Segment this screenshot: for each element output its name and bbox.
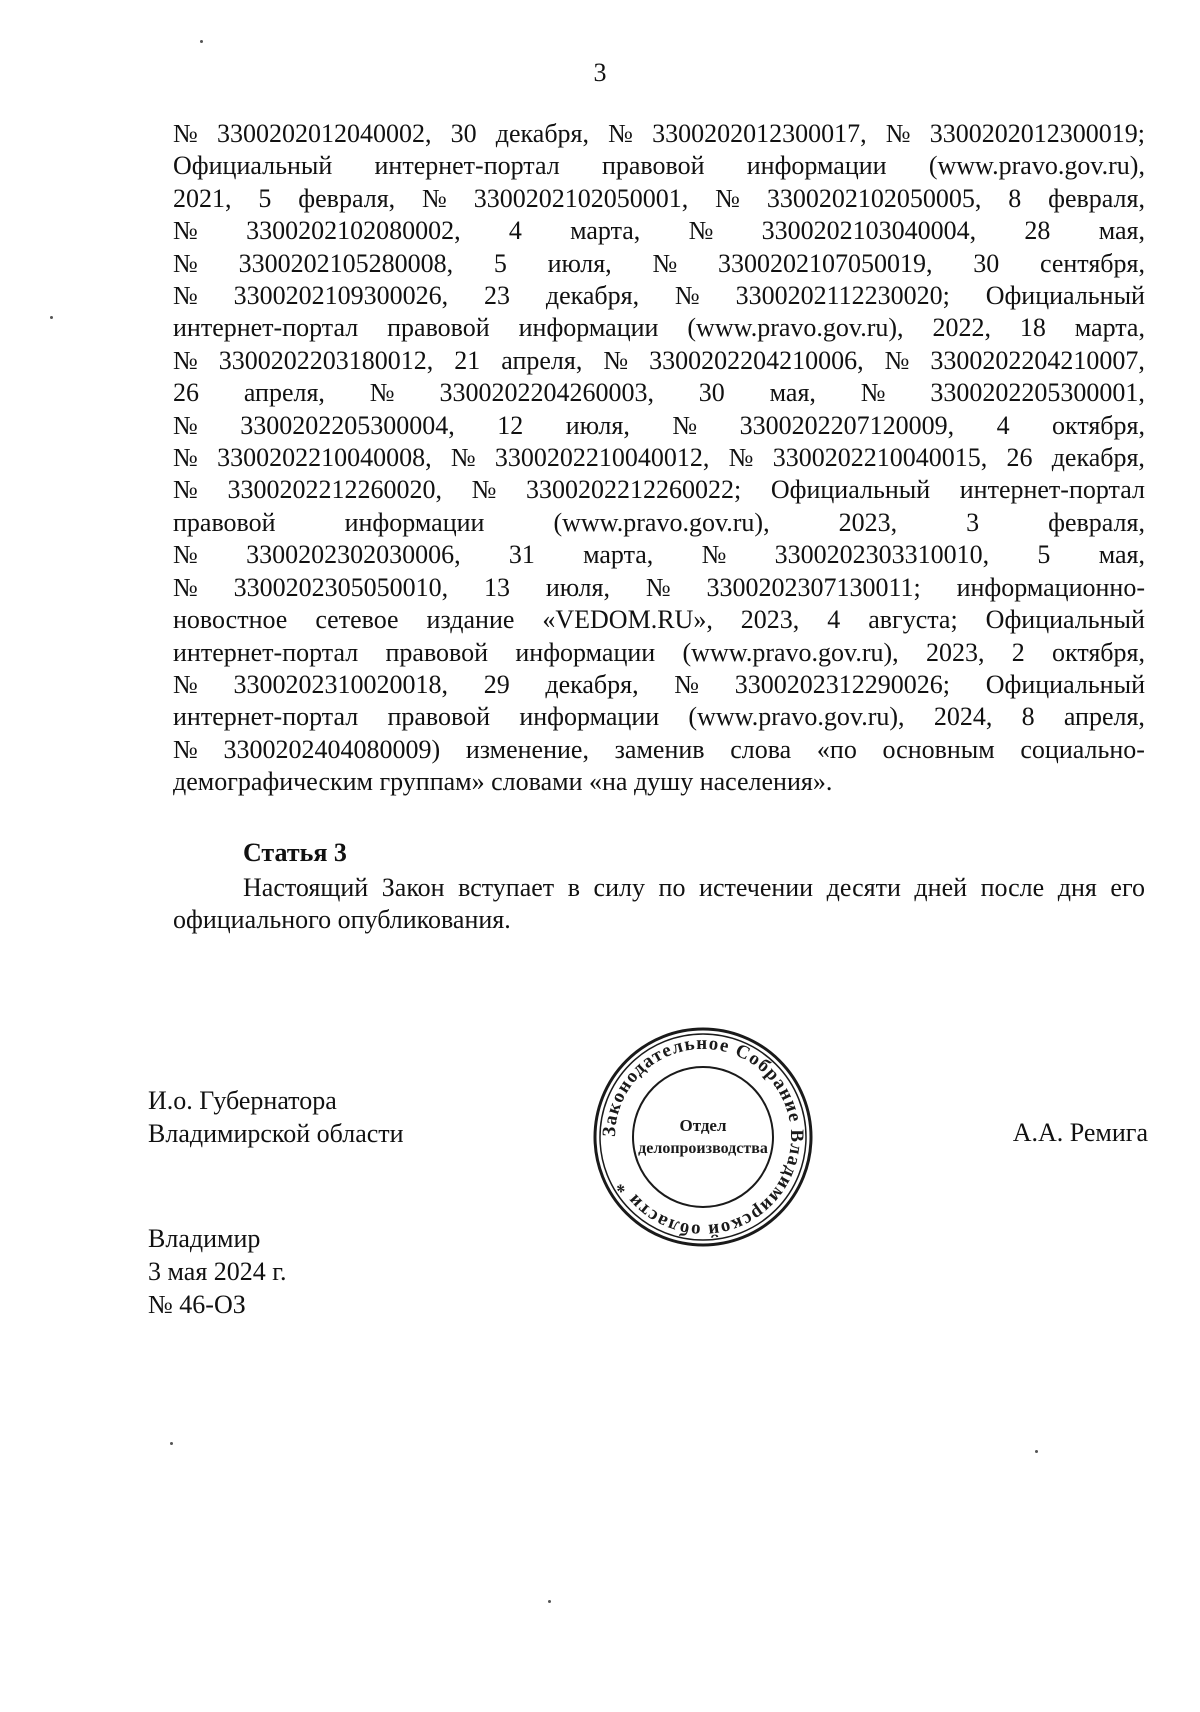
word: 3300202312290026; <box>734 669 951 699</box>
word: 4 <box>996 410 1010 440</box>
body-line <box>173 215 1145 247</box>
word: февраля, <box>298 183 396 213</box>
word: социально- <box>1020 734 1145 764</box>
scan-speck <box>1035 1450 1038 1453</box>
body-line <box>173 604 1145 636</box>
word: 3300202103040004, <box>761 216 977 246</box>
word: № <box>885 119 911 148</box>
word: правовой <box>387 702 491 732</box>
seal-center-line1: Отдел <box>679 1116 727 1135</box>
word: № <box>173 281 198 311</box>
word: информации <box>344 507 485 537</box>
word: 3300202012300019; <box>929 119 1145 148</box>
word: декабря, <box>495 119 590 148</box>
word: № <box>422 183 447 213</box>
word: информации <box>519 702 660 732</box>
word: информации <box>746 151 887 181</box>
word: 29 <box>483 669 510 699</box>
office-seal <box>590 1024 816 1250</box>
word: марта, <box>570 216 641 246</box>
word: 3300202404080009) <box>223 734 441 764</box>
signatory-position-line1: И.о. Губернатора <box>148 1086 337 1115</box>
word: № <box>608 119 633 148</box>
word: № <box>688 216 714 246</box>
word: 3300202204260003, <box>439 378 654 408</box>
word: интернет-портал <box>959 475 1145 505</box>
word: (www.pravo.gov.ru), <box>688 702 905 732</box>
word: информации <box>515 637 656 667</box>
body-line <box>173 280 1145 312</box>
word: 2023, <box>838 507 898 537</box>
word: 3300202105280008, <box>238 248 454 278</box>
word: 5 <box>1037 540 1051 570</box>
word: октября, <box>1052 637 1145 667</box>
word: 3300202210040012, <box>494 443 710 473</box>
body-line <box>173 539 1145 571</box>
word: июля, <box>565 410 630 440</box>
word: интернет-портал <box>173 702 359 732</box>
body-line <box>173 701 1145 733</box>
word: 21 <box>454 345 481 375</box>
body-line: демографическим группам» словами «на душу населения». <box>173 767 833 797</box>
word: № <box>173 410 198 440</box>
word: № <box>652 248 678 278</box>
word: правовой <box>601 151 705 181</box>
signatory-position <box>148 1084 404 1150</box>
word: 8 <box>1008 183 1022 213</box>
word: 2021, <box>173 183 232 213</box>
word: новостное <box>173 605 288 635</box>
word: 3300202307130011; <box>706 572 921 602</box>
word: мая, <box>1098 216 1145 246</box>
word: 3300202203180012, <box>218 345 434 375</box>
word: изменение, <box>465 734 589 764</box>
word: основным <box>882 734 995 764</box>
word: 3300202207120009, <box>739 410 955 440</box>
word: 3300202012040002, <box>216 119 432 148</box>
word: марта, <box>1074 313 1145 343</box>
word: 3300202102050005, <box>766 183 982 213</box>
word: № <box>884 345 910 375</box>
body-line <box>173 442 1145 474</box>
word: интернет-портал <box>374 151 560 181</box>
word: 3300202302030006, <box>246 540 461 570</box>
word: сентября, <box>1040 248 1145 278</box>
word: февраля, <box>1048 507 1145 537</box>
word: 3300202102050001, <box>473 183 689 213</box>
word: 26 <box>1006 443 1033 473</box>
word: декабря, <box>1051 443 1145 473</box>
word: № <box>173 734 198 764</box>
scan-speck <box>548 1600 551 1603</box>
word: 3300202303310010, <box>774 540 990 570</box>
word: 18 <box>1019 313 1046 343</box>
word: Официальный <box>770 475 931 505</box>
word: «по <box>816 734 857 764</box>
body-line <box>173 734 1145 766</box>
word: октября, <box>1052 410 1145 440</box>
body-line <box>173 183 1145 215</box>
word: 3300202112230020; <box>735 281 950 311</box>
scan-speck <box>200 40 203 43</box>
word: № <box>672 410 698 440</box>
word: июля, <box>547 248 612 278</box>
word: 4 <box>508 216 522 246</box>
word: февраля, <box>1048 183 1145 213</box>
word: 3300202204210006, <box>649 345 864 375</box>
word: № <box>471 475 497 505</box>
word: «VEDOM.RU», <box>542 605 713 635</box>
word: 3300202205300001, <box>930 378 1145 408</box>
word: правовой <box>385 637 489 667</box>
body-line <box>173 410 1145 442</box>
word: 5 <box>258 183 272 213</box>
body-line <box>173 637 1145 669</box>
word: мая, <box>769 378 816 408</box>
seal-inner-ring <box>633 1067 773 1207</box>
body-text <box>173 118 1145 799</box>
word: Официальный <box>173 151 333 181</box>
word: сетевое <box>315 605 399 635</box>
word: 30 <box>450 119 477 148</box>
body-line <box>173 150 1145 182</box>
word: 30 <box>698 378 725 408</box>
word: 12 <box>497 410 524 440</box>
word: № <box>173 669 198 699</box>
scan-speck <box>50 316 53 319</box>
word: 8 <box>1021 702 1035 732</box>
word: 2023, <box>925 637 985 667</box>
word: декабря, <box>545 669 639 699</box>
seal-ring-textpath: Законодательное Собрание Владимирской области * <box>598 1032 808 1242</box>
body-line <box>173 312 1145 344</box>
word: № <box>173 475 198 505</box>
word: № <box>701 540 727 570</box>
word: слова <box>730 734 792 764</box>
article-heading: Статья 3 <box>243 838 347 867</box>
word: апреля, <box>501 345 583 375</box>
word: № <box>173 216 198 246</box>
word: заменив <box>614 734 705 764</box>
body-line <box>173 507 1145 539</box>
word: августа; <box>868 605 958 635</box>
word: 4 <box>827 605 841 635</box>
word: (www.pravo.gov.ru), <box>928 151 1145 181</box>
word: № <box>715 183 740 213</box>
word: 3300202305050010, <box>233 572 449 602</box>
word: 3300202210040015, <box>772 443 988 473</box>
word: № <box>450 443 476 473</box>
word: 5 <box>493 248 507 278</box>
word: 3300202102080002, <box>246 216 461 246</box>
word: № <box>173 540 198 570</box>
word: (www.pravo.gov.ru), <box>553 507 770 537</box>
word: (www.pravo.gov.ru), <box>682 637 899 667</box>
word: интернет-портал <box>173 637 359 667</box>
word: 30 <box>973 248 1000 278</box>
signatory-position-line2: Владимирской области <box>148 1119 404 1148</box>
law-date: 3 мая 2024 г. <box>148 1257 287 1286</box>
word: № <box>728 443 754 473</box>
word: 3300202012300017, <box>652 119 867 148</box>
body-line <box>173 248 1145 280</box>
seal-ring-text <box>599 1033 807 1241</box>
word: 2022, <box>932 313 991 343</box>
word: 3300202212260022; <box>526 475 742 505</box>
word: № <box>173 248 198 278</box>
word: 28 <box>1024 216 1051 246</box>
word: 31 <box>508 540 535 570</box>
article-text: Настоящий Закон вступает в силу по истечении десяти дней после дня его официального опубликования. <box>173 873 1145 935</box>
word: интернет-портал <box>173 313 359 343</box>
body-line <box>173 377 1145 409</box>
word: Официальный <box>985 281 1145 311</box>
word: 3300202204210007, <box>930 345 1145 375</box>
page-number: 3 <box>593 58 607 87</box>
seal-outer-ring <box>595 1029 811 1245</box>
body-line <box>173 669 1145 701</box>
word: 3300202210040008, <box>217 443 432 473</box>
seal-center-line2: делопроизводства <box>638 1140 768 1157</box>
word: апреля, <box>243 378 325 408</box>
word: 23 <box>484 281 510 311</box>
word: Официальный <box>985 669 1145 699</box>
word: апреля, <box>1063 702 1145 732</box>
word: № <box>674 281 700 311</box>
word: 3 <box>966 507 980 537</box>
place-date-block <box>148 1222 287 1321</box>
word: № <box>173 345 198 375</box>
word: 3300202109300026, <box>233 281 449 311</box>
word: информации <box>518 313 659 343</box>
body-line <box>173 345 1145 377</box>
word: № <box>645 572 671 602</box>
word: мая, <box>1098 540 1145 570</box>
word: Официальный <box>985 605 1145 635</box>
word: (www.pravo.gov.ru), <box>687 313 904 343</box>
word: № <box>173 443 198 473</box>
word: 26 <box>173 378 199 408</box>
law-number: № 46-ОЗ <box>148 1290 246 1319</box>
word: 13 <box>484 572 510 602</box>
word: 3300202310020018, <box>233 669 448 699</box>
word: информационно- <box>956 572 1145 602</box>
body-line <box>173 572 1145 604</box>
word: 3300202107050019, <box>718 248 933 278</box>
word: правовой <box>387 313 490 343</box>
word: правовой <box>173 507 276 537</box>
word: 2024, <box>933 702 993 732</box>
word: 2023, <box>740 605 800 635</box>
word: 3300202212260020, <box>227 475 442 505</box>
place-city: Владимир <box>148 1224 261 1253</box>
word: № <box>860 378 886 408</box>
word: июля, <box>545 572 610 602</box>
scan-speck <box>170 1442 173 1445</box>
word: № <box>173 119 198 148</box>
body-line <box>173 118 1145 150</box>
word: № <box>603 345 629 375</box>
word: марта, <box>583 540 654 570</box>
word: № <box>674 669 700 699</box>
word: 2 <box>1011 637 1025 667</box>
word: № <box>173 572 198 602</box>
word: № <box>369 378 395 408</box>
word: 3300202205300004, <box>240 410 455 440</box>
body-line <box>173 474 1145 506</box>
signatory-name: А.А. Ремига <box>1012 1118 1148 1147</box>
word: декабря, <box>545 281 640 311</box>
word: издание <box>426 605 515 635</box>
